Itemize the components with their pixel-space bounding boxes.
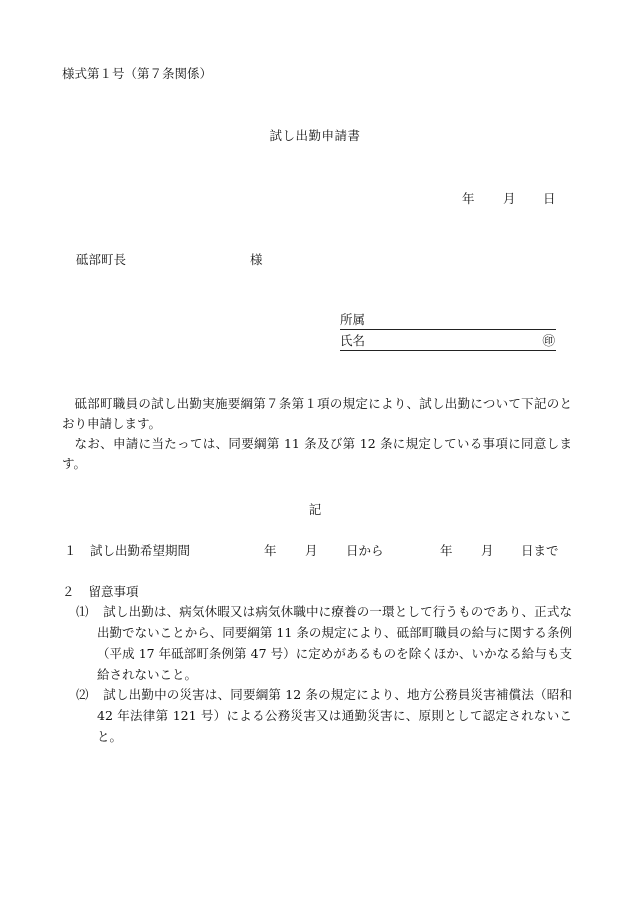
- date-year-label: 年: [462, 191, 475, 206]
- item2-label: 留意事項: [88, 584, 139, 599]
- consent-paragraph: なお、申請に当たっては、同要綱第 11 条及び第 12 条に規定している事項に同意します。: [62, 436, 572, 471]
- notice-item-1: [76, 601, 572, 685]
- item1-from-year: 年: [264, 543, 277, 558]
- item1-number: １: [64, 543, 77, 558]
- notice-item-1-text: 試し出勤は、病気休暇又は病気休職中に療養の一環として行うものであり、正式な出勤でないことから、同要綱第 11 条の規定により、砥部町職員の給与に関する条例（平成 17 年砥部町条例第 47 号）に定めがあるものを除くほか、いかなる給与も支給されないこと。: [97, 604, 572, 682]
- affiliation-label: 所属: [340, 312, 366, 327]
- notice-item-2-number: ⑵: [76, 687, 89, 702]
- date-day-label: 日: [543, 191, 556, 206]
- item2-number: ２: [62, 584, 75, 599]
- name-field[interactable]: [340, 333, 556, 351]
- affiliation-field[interactable]: [340, 312, 556, 330]
- addressee-name: 砥部町長: [76, 252, 127, 267]
- item1-label: 試し出勤希望期間: [90, 543, 191, 558]
- item1-to-day: 日まで: [521, 543, 559, 558]
- name-label: 氏名: [340, 333, 366, 348]
- document-title: 試し出勤申請書: [269, 128, 361, 143]
- form-label: 様式第１号（第７条関係）: [62, 66, 213, 81]
- notice-item-2-text: 試し出勤中の災害は、同要綱第 12 条の規定により、地方公務員災害補償法（昭和 42 年法律第 121 号）による公務災害又は通勤災害に、原則として認定されないこと。: [97, 687, 572, 744]
- seal-mark: ㊞: [542, 333, 555, 348]
- notice-item-2: [76, 684, 572, 747]
- request-paragraph: 砥部町職員の試し出勤実施要綱第７条第１項の規定により、試し出勤について下記のとおり申請します。: [62, 396, 572, 431]
- notice-item-1-number: ⑴: [76, 604, 89, 619]
- item1-to-year: 年: [440, 543, 453, 558]
- ki-heading: 記: [308, 502, 322, 517]
- addressee-honorific: 様: [250, 252, 263, 267]
- item1-to-month: 月: [481, 543, 494, 558]
- item2-heading: [62, 582, 139, 600]
- item1-from-day: 日から: [346, 543, 384, 558]
- item1-from-month: 月: [305, 543, 318, 558]
- date-month-label: 月: [503, 191, 516, 206]
